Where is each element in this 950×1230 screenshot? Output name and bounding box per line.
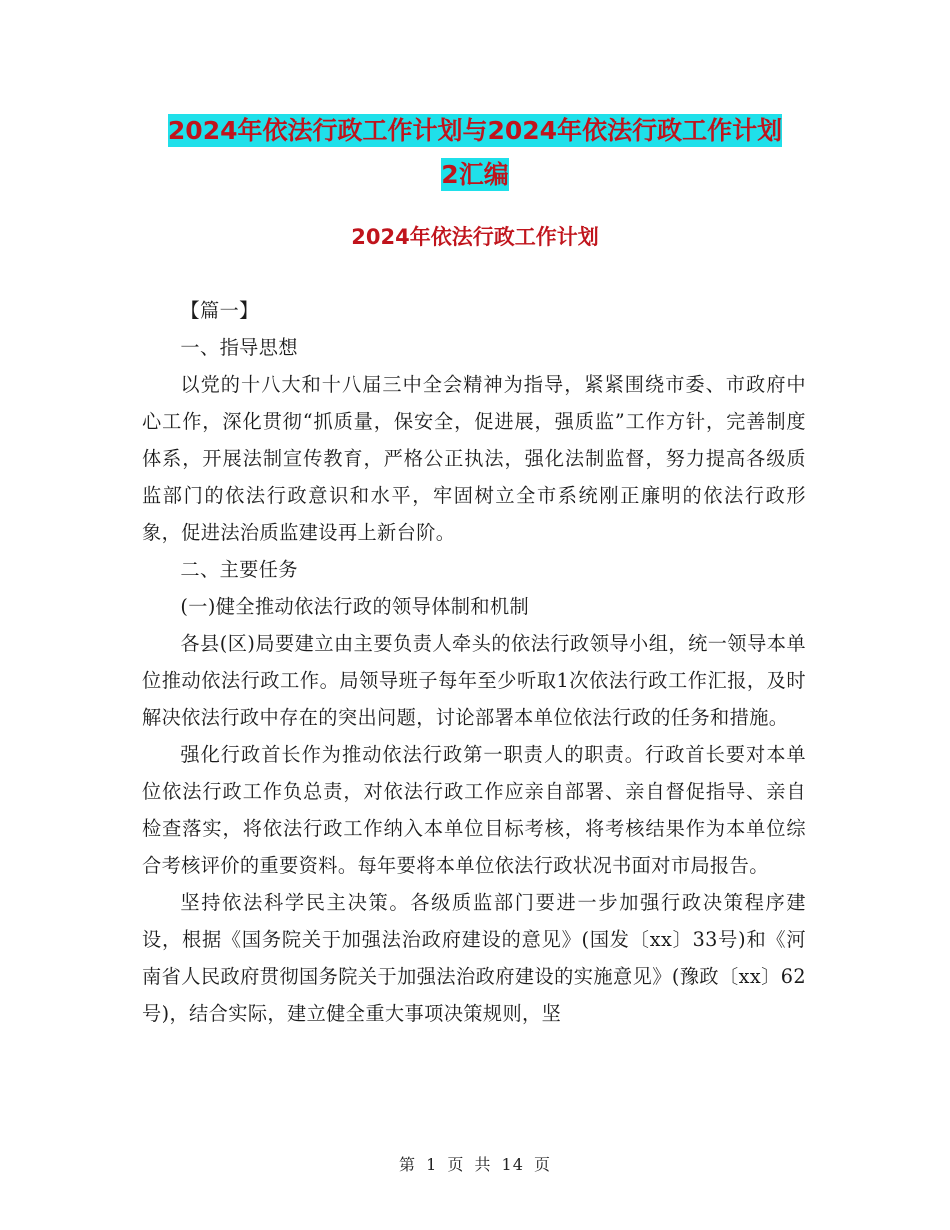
document-body	[142, 292, 806, 1032]
section-title: 2024年依法行政工作计划	[351, 225, 599, 249]
subsection-heading: (一)健全推动依法行政的领导体制和机制	[180, 595, 530, 618]
document-title-line-1	[0, 108, 950, 154]
title-highlight: 2024年依法行政工作计划与2024年依法行政工作计划	[167, 116, 783, 145]
paragraph: 坚持依法科学民主决策。各级质监部门要进一步加强行政决策程序建设，根据《国务院关于加强法治政府建设的意见》(国发〔xx〕33号)和《河南省人民政府贯彻国务院关于加强法治政府建设的实施意见》(豫政〔xx〕62号)，结合实际，建立健全重大事项决策规则，坚	[142, 891, 806, 1025]
paragraph: 各县(区)局要建立由主要负责人牵头的依法行政领导小组，统一领导本单位推动依法行政工作。局领导班子每年至少听取1次依法行政工作汇报，及时解决依法行政中存在的突出问题，讨论部署本单位依法行政的任务和措施。	[142, 632, 806, 729]
paragraph: 强化行政首长作为推动依法行政第一职责人的职责。行政首长要对本单位依法行政工作负总责，对依法行政工作应亲自部署、亲自督促指导、亲自检查落实，将依法行政工作纳入本单位目标考核，将考核结果作为本单位综合考核评价的重要资料。每年要将本单位依法行政状况书面对市局报告。	[142, 743, 806, 877]
section-heading: 一、指导思想	[180, 336, 298, 359]
document-title-line-2	[0, 152, 950, 198]
page-footer: 第 1 页 共 14 页	[399, 1155, 551, 1174]
paragraph: 以党的十八大和十八届三中全会精神为指导，紧紧围绕市委、市政府中心工作，深化贯彻“抓质量，保安全，促进展，强质监”工作方针，完善制度体系，开展法制宣传教育，严格公正执法，强化法制监督，努力提高各级质监部门的依法行政意识和水平，牢固树立全市系统刚正廉明的依法行政形象，促进法治质监建设再上新台阶。	[142, 373, 806, 544]
part-heading: 【篇一】	[180, 299, 259, 322]
title-highlight: 2汇编	[441, 160, 509, 189]
section-heading: 二、主要任务	[180, 558, 298, 581]
